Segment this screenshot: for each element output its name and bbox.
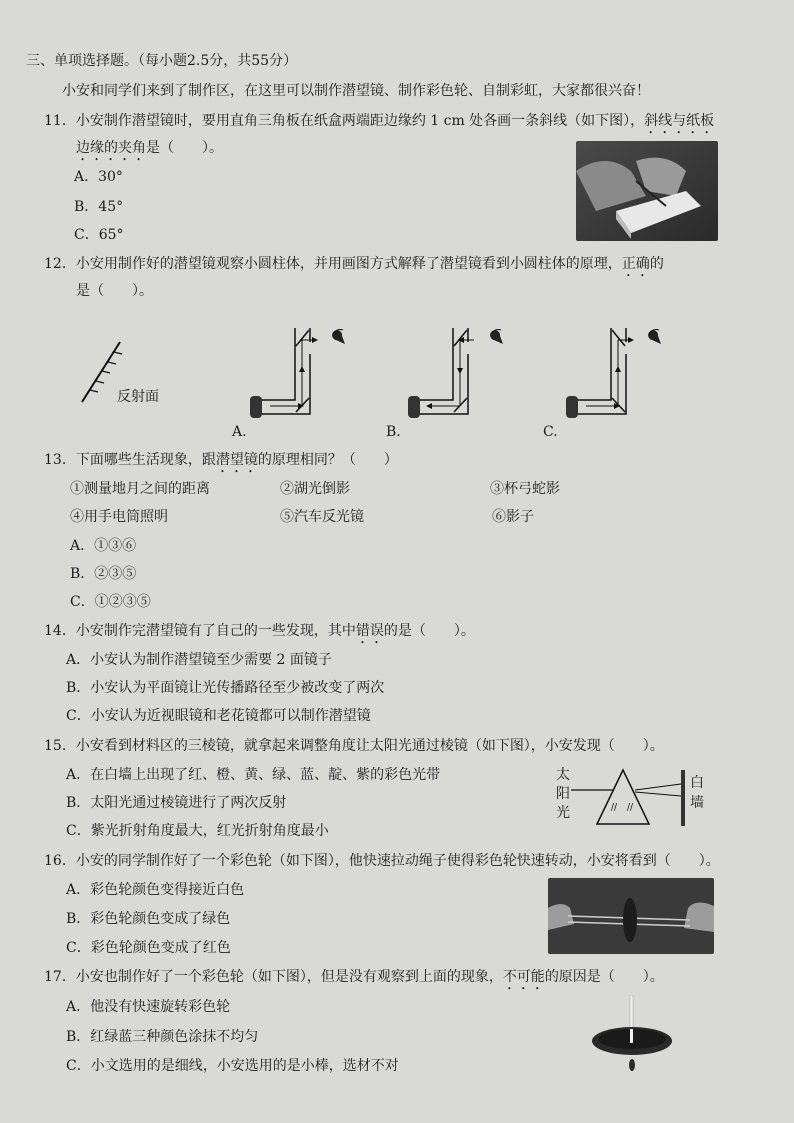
- intro-text: 小安和同学们来到了制作区，在这里可以制作潜望镜、制作彩色轮、自制彩虹，大家都很兴奋！: [62, 83, 650, 99]
- q13-item-1: ①测量地月之间的距离: [70, 481, 210, 497]
- q14-stem-text: 14．小安制作完潜望镜有了自己的一些发现，其中: [44, 623, 356, 639]
- q14-option-c: C．小安认为近视眼镜和老花镜都可以制作潜望镜: [66, 708, 371, 724]
- svg-text://: //: [611, 803, 618, 813]
- q14-option-b: B．小安认为平面镜让光传播路径至少被改变了两次: [66, 680, 385, 696]
- q13-item-4: ④用手电筒照明: [70, 509, 168, 525]
- q14-stem: [44, 622, 475, 647]
- q14-emphasis: 错误: [355, 623, 384, 639]
- q13-option-b: B．②③⑤: [70, 566, 137, 582]
- q15-option-b: B．太阳光通过棱镜进行了两次反射: [66, 795, 287, 811]
- q12-label-a: A.: [232, 424, 247, 440]
- q16-stem: 16．小安的同学制作好了一个彩色轮（如下图），他快速拉动绳子使得彩色轮快速转动，小安将看到（ ）。: [44, 853, 720, 869]
- q15-wall-label-2: 墙: [690, 795, 704, 811]
- q13-stem-text: 13．下面哪些生活现象，跟: [44, 452, 216, 468]
- q11-stem-line2: [76, 139, 223, 164]
- q13-item-2: ②湖光倒影: [280, 481, 350, 497]
- q11-stem-end: 是（ ）。: [146, 140, 223, 156]
- q12-diagram-b: [398, 322, 518, 426]
- q11-option-c: C．65°: [74, 227, 124, 243]
- svg-text://: //: [627, 803, 634, 813]
- q11-option-a: A．30°: [74, 169, 123, 185]
- q15-wall-label-1: 白: [690, 775, 704, 791]
- q15-sun-label-3: 光: [556, 805, 570, 821]
- q13-emphasis: 潜望镜: [215, 452, 258, 468]
- q11-stem-text: 11．小安制作潜望镜时，要用直角三角板在纸盒两端距边缘约 1 cm 处各画一条斜线（如下图），: [44, 113, 645, 129]
- q12-mirror-label: 反射面: [117, 389, 159, 405]
- q15-sun-label-2: 阳: [556, 786, 570, 802]
- q13-stem-tail: 的原理相同？（ ）: [257, 452, 398, 468]
- q12-label-b: B.: [386, 424, 401, 440]
- q15-sun-label-1: 太: [556, 767, 570, 783]
- q16-option-a: A．彩色轮颜色变得接近白色: [66, 882, 245, 898]
- q15-option-a: A．在白墙上出现了红、橙、黄、绿、蓝、靛、紫的彩色光带: [66, 767, 441, 783]
- q11-option-b: B．45°: [74, 199, 124, 215]
- q17-emphasis: 不可能: [502, 969, 545, 985]
- q11-photo-triangle-ruler: [576, 141, 718, 241]
- q11-emphasis-1: 斜线与纸板: [644, 113, 715, 129]
- q17-stem: [44, 968, 664, 993]
- q17-stem-text: 17．小安也制作好了一个彩色轮（如下图），但是没有观察到上面的现象，: [44, 969, 503, 985]
- q11-stem-line1: [44, 112, 714, 137]
- q16-photo-color-wheel: [548, 878, 714, 954]
- q12-stem-line1: [44, 255, 664, 280]
- q13-item-3: ③杯弓蛇影: [490, 481, 560, 497]
- q12-emphasis: 正确: [621, 256, 650, 272]
- q13-option-a: A．①③⑥: [70, 538, 137, 554]
- q17-option-b: B．红绿蓝三种颜色涂抹不均匀: [66, 1029, 259, 1045]
- q12-stem-text: 12．小安用制作好的潜望镜观察小圆柱体，并用画图方式解释了潜望镜看到小圆柱体的原理，: [44, 256, 622, 272]
- q17-option-a: A．他没有快速旋转彩色轮: [66, 999, 231, 1015]
- q12-diagram-c: [556, 322, 676, 426]
- q15-stem: 15．小安看到材料区的三棱镜，就拿起来调整角度让太阳光通过棱镜（如下图），小安发现（ ）。: [44, 738, 664, 754]
- q14-stem-tail: 的是（ ）。: [383, 623, 475, 639]
- q11-emphasis-2: 边缘的夹角: [76, 140, 146, 156]
- q17-stem-tail: 的原因是（ ）。: [544, 969, 664, 985]
- q16-option-b: B．彩色轮颜色变成了绿色: [66, 911, 231, 927]
- q16-option-c: C．彩色轮颜色变成了红色: [66, 940, 231, 956]
- q12-label-c: C.: [543, 424, 558, 440]
- q13-option-c: C．①②③⑤: [70, 594, 151, 610]
- q14-option-a: A．小安认为制作潜望镜至少需要 2 面镜子: [66, 652, 332, 668]
- q12-stem-line2: 是（ ）。: [76, 283, 153, 299]
- section-title: 三、单项选择题。（每小题2.5分，共55分）: [26, 53, 298, 69]
- q12-diagram-a: [240, 322, 360, 426]
- q17-color-wheel-figure: [590, 995, 674, 1079]
- q15-prism-diagram: [553, 766, 715, 830]
- q13-item-5: ⑤汽车反光镜: [280, 509, 364, 525]
- q13-stem: [44, 451, 398, 476]
- q13-item-6: ⑥影子: [492, 509, 534, 525]
- q15-option-c: C．紫光折射角度最大，红光折射角度最小: [66, 823, 329, 839]
- q12-stem-tail: 的: [649, 256, 664, 272]
- q17-option-c: C．小文选用的是细线，小安选用的是小棒，选材不对: [66, 1058, 399, 1074]
